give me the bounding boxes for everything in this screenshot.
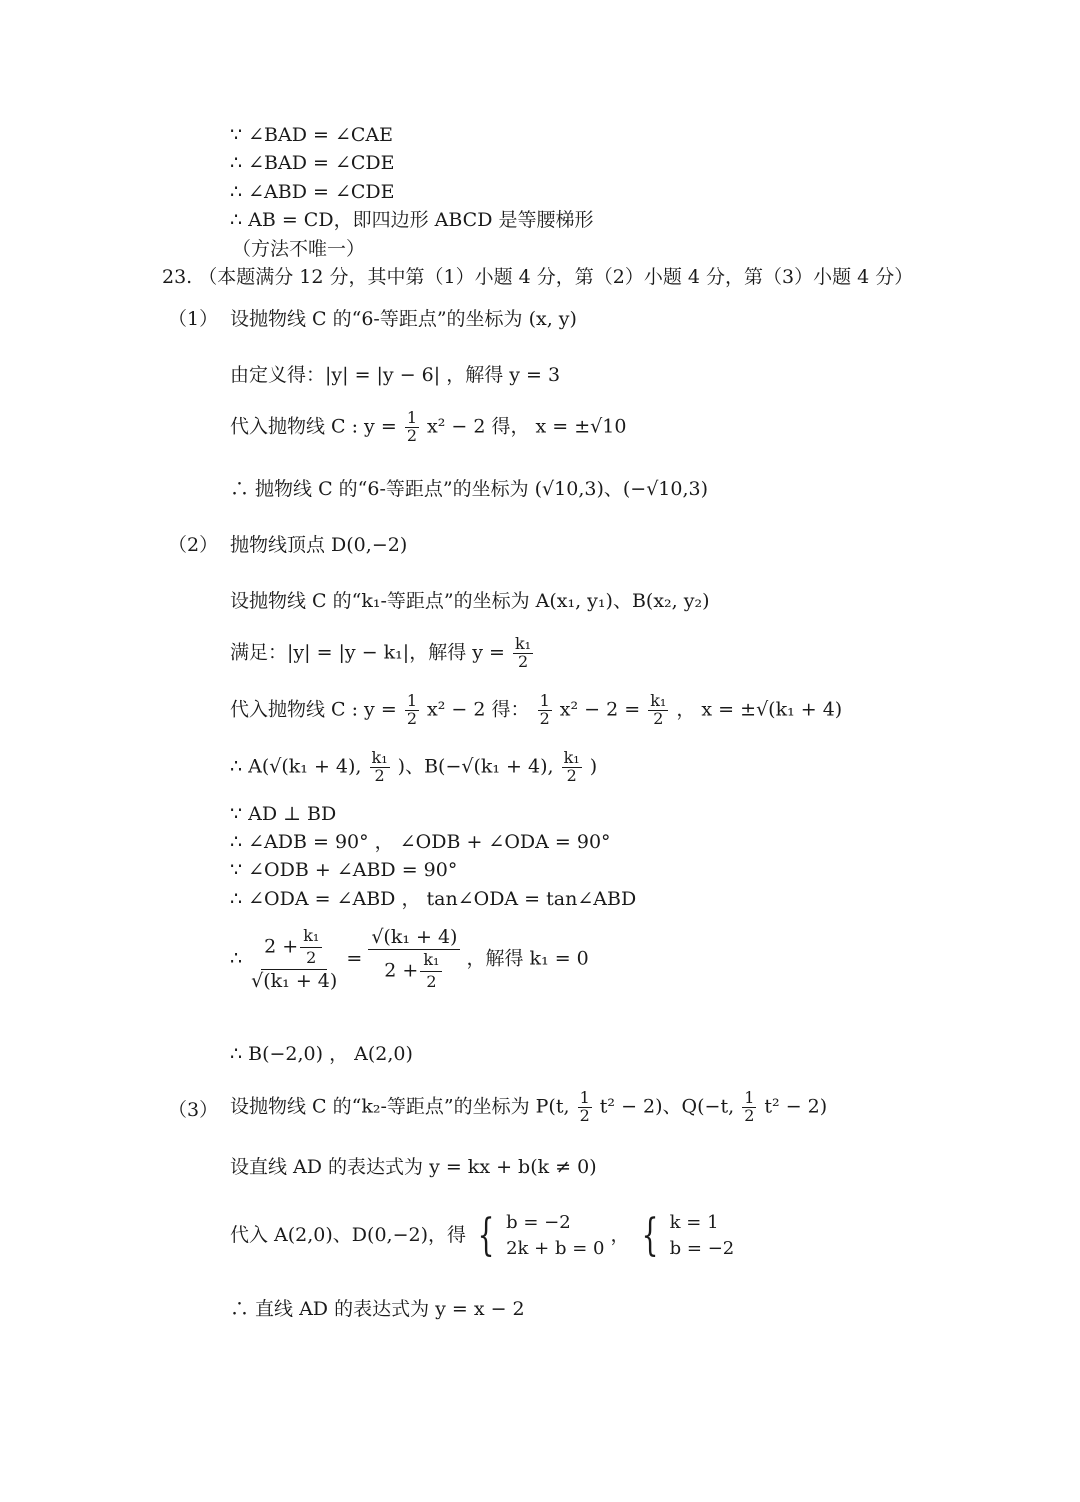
part-3-label: （3） (168, 1099, 219, 1121)
fraction-half: $\frac{1}{2}$ (579, 1088, 590, 1125)
proof-line-4: ∴ AB = CD，即四边形 ABCD 是等腰梯形 (230, 209, 594, 231)
part-2-line-3: 满足：|y| = |y − k₁|，解得 y = $\frac{\text{k₁}}{2}$ (230, 634, 532, 671)
part-1-line-3 (230, 410, 626, 445)
part-2-line-6: ∵ AD ⊥ BD (230, 803, 337, 825)
part-2-line-8: ∵ ∠ODB + ∠ABD = 90° (230, 859, 458, 881)
brace-icon: { (477, 1210, 495, 1262)
part-1-line-4: ∴ 抛物线 C 的“6-等距点”的坐标为 (√10,3)、(−√10,3) (230, 478, 709, 500)
part-2-line-4: 代入抛物线 C : y = $\frac{1}{2}$ x² − 2 得： $\frac{1}{2}$ x² − 2 = $\frac{\text{k₁}}{2}$ ， x = ±√(k₁ + 4) (230, 691, 843, 728)
part-2-line-11: ∴ B(−2,0) ， A(2,0) (230, 1043, 413, 1065)
part-2-line-5: ∴ A(√(k₁ + 4), $\frac{\text{k₁}}{2}$ )、B(−√(k₁ + 4), $\frac{\text{k₁}}{2}$ ) (230, 748, 598, 785)
big-fraction-left: 2 + $\frac{\text{k₁}}{2}$ √(k₁ + 4) (251, 926, 338, 992)
part-1-line-3-a: 代入抛物线 C : y = (230, 415, 397, 438)
part-2-line-1: 抛物线顶点 D(0,−2) (230, 534, 408, 556)
part-2-line-2: 设抛物线 C 的“k₁-等距点”的坐标为 A(x₁, y₁)、B(x₂, y₂) (230, 590, 710, 612)
fraction-half: $\frac{1}{2}$ (406, 408, 417, 445)
part-2-label: （2） (168, 534, 219, 556)
fraction-k1-over-2: $\frac{\text{k₁}}{2}$ (514, 634, 532, 671)
proof-line-2: ∴ ∠BAD = ∠CDE (230, 152, 395, 174)
part-2-line-10: ∴ 2 + $\frac{\text{k₁}}{2}$ √(k₁ + 4) = √(k₁ + 4) 2 + $\frac{\text{k₁}}{2}$ ，解得 k₁ = 0 (230, 926, 589, 992)
fraction-half: $\frac{1}{2}$ (539, 691, 550, 728)
part-1-line-2: 由定义得：|y| = |y − 6| ，解得 y = 3 (230, 364, 561, 386)
fraction-k1-over-2: $\frac{\text{k₁}}{2}$ (563, 748, 580, 785)
part-2-line-7: ∴ ∠ADB = 90° ， ∠ODB + ∠ODA = 90° (230, 831, 611, 853)
part-1-label: （1） (168, 308, 219, 330)
part-3-line-2: 设直线 AD 的表达式为 y = kx + b(k ≠ 0) (230, 1156, 597, 1178)
equation-system-1: b = −2 2k + b = 0 (506, 1212, 605, 1260)
brace-icon: { (641, 1210, 658, 1262)
fraction-k1-over-2: $\frac{\text{k₁}}{2}$ (371, 748, 388, 785)
proof-line-3: ∴ ∠ABD = ∠CDE (230, 181, 395, 203)
big-fraction-right: √(k₁ + 4) 2 + $\frac{\text{k₁}}{2}$ (368, 928, 460, 991)
fraction-k1-over-2: $\frac{\text{k₁}}{2}$ (650, 691, 667, 728)
fraction-half: $\frac{1}{2}$ (744, 1088, 755, 1125)
method-note: （方法不唯一） (232, 238, 366, 260)
part-3-line-4: ∴ 直线 AD 的表达式为 y = x − 2 (230, 1298, 525, 1320)
fraction-half: $\frac{1}{2}$ (406, 691, 417, 728)
question-23-header: 23. （本题满分 12 分，其中第（1）小题 4 分，第（2）小题 4 分，第（3）小题 4 分） (162, 266, 914, 288)
equation-system-2: k = 1 b = −2 (669, 1212, 735, 1260)
part-3-line-1: 设抛物线 C 的“k₂-等距点”的坐标为 P(t, $\frac{1}{2}$ t² − 2)、Q(−t, $\frac{1}{2}$ t² − 2) (230, 1088, 828, 1125)
proof-line-1: ∵ ∠BAD = ∠CAE (230, 124, 394, 146)
part-3-line-3: 代入 A(2,0)、D(0,−2)，得 { b = −2 2k + b = 0 ， { k = 1 b = −2 (230, 1210, 735, 1262)
part-1-line-1: 设抛物线 C 的“6-等距点”的坐标为 (x, y) (230, 308, 577, 330)
part-2-line-9: ∴ ∠ODA = ∠ABD ， tan∠ODA = tan∠ABD (230, 888, 637, 910)
part-1-line-3-b: x² − 2 得， x = ±√10 (427, 415, 627, 438)
